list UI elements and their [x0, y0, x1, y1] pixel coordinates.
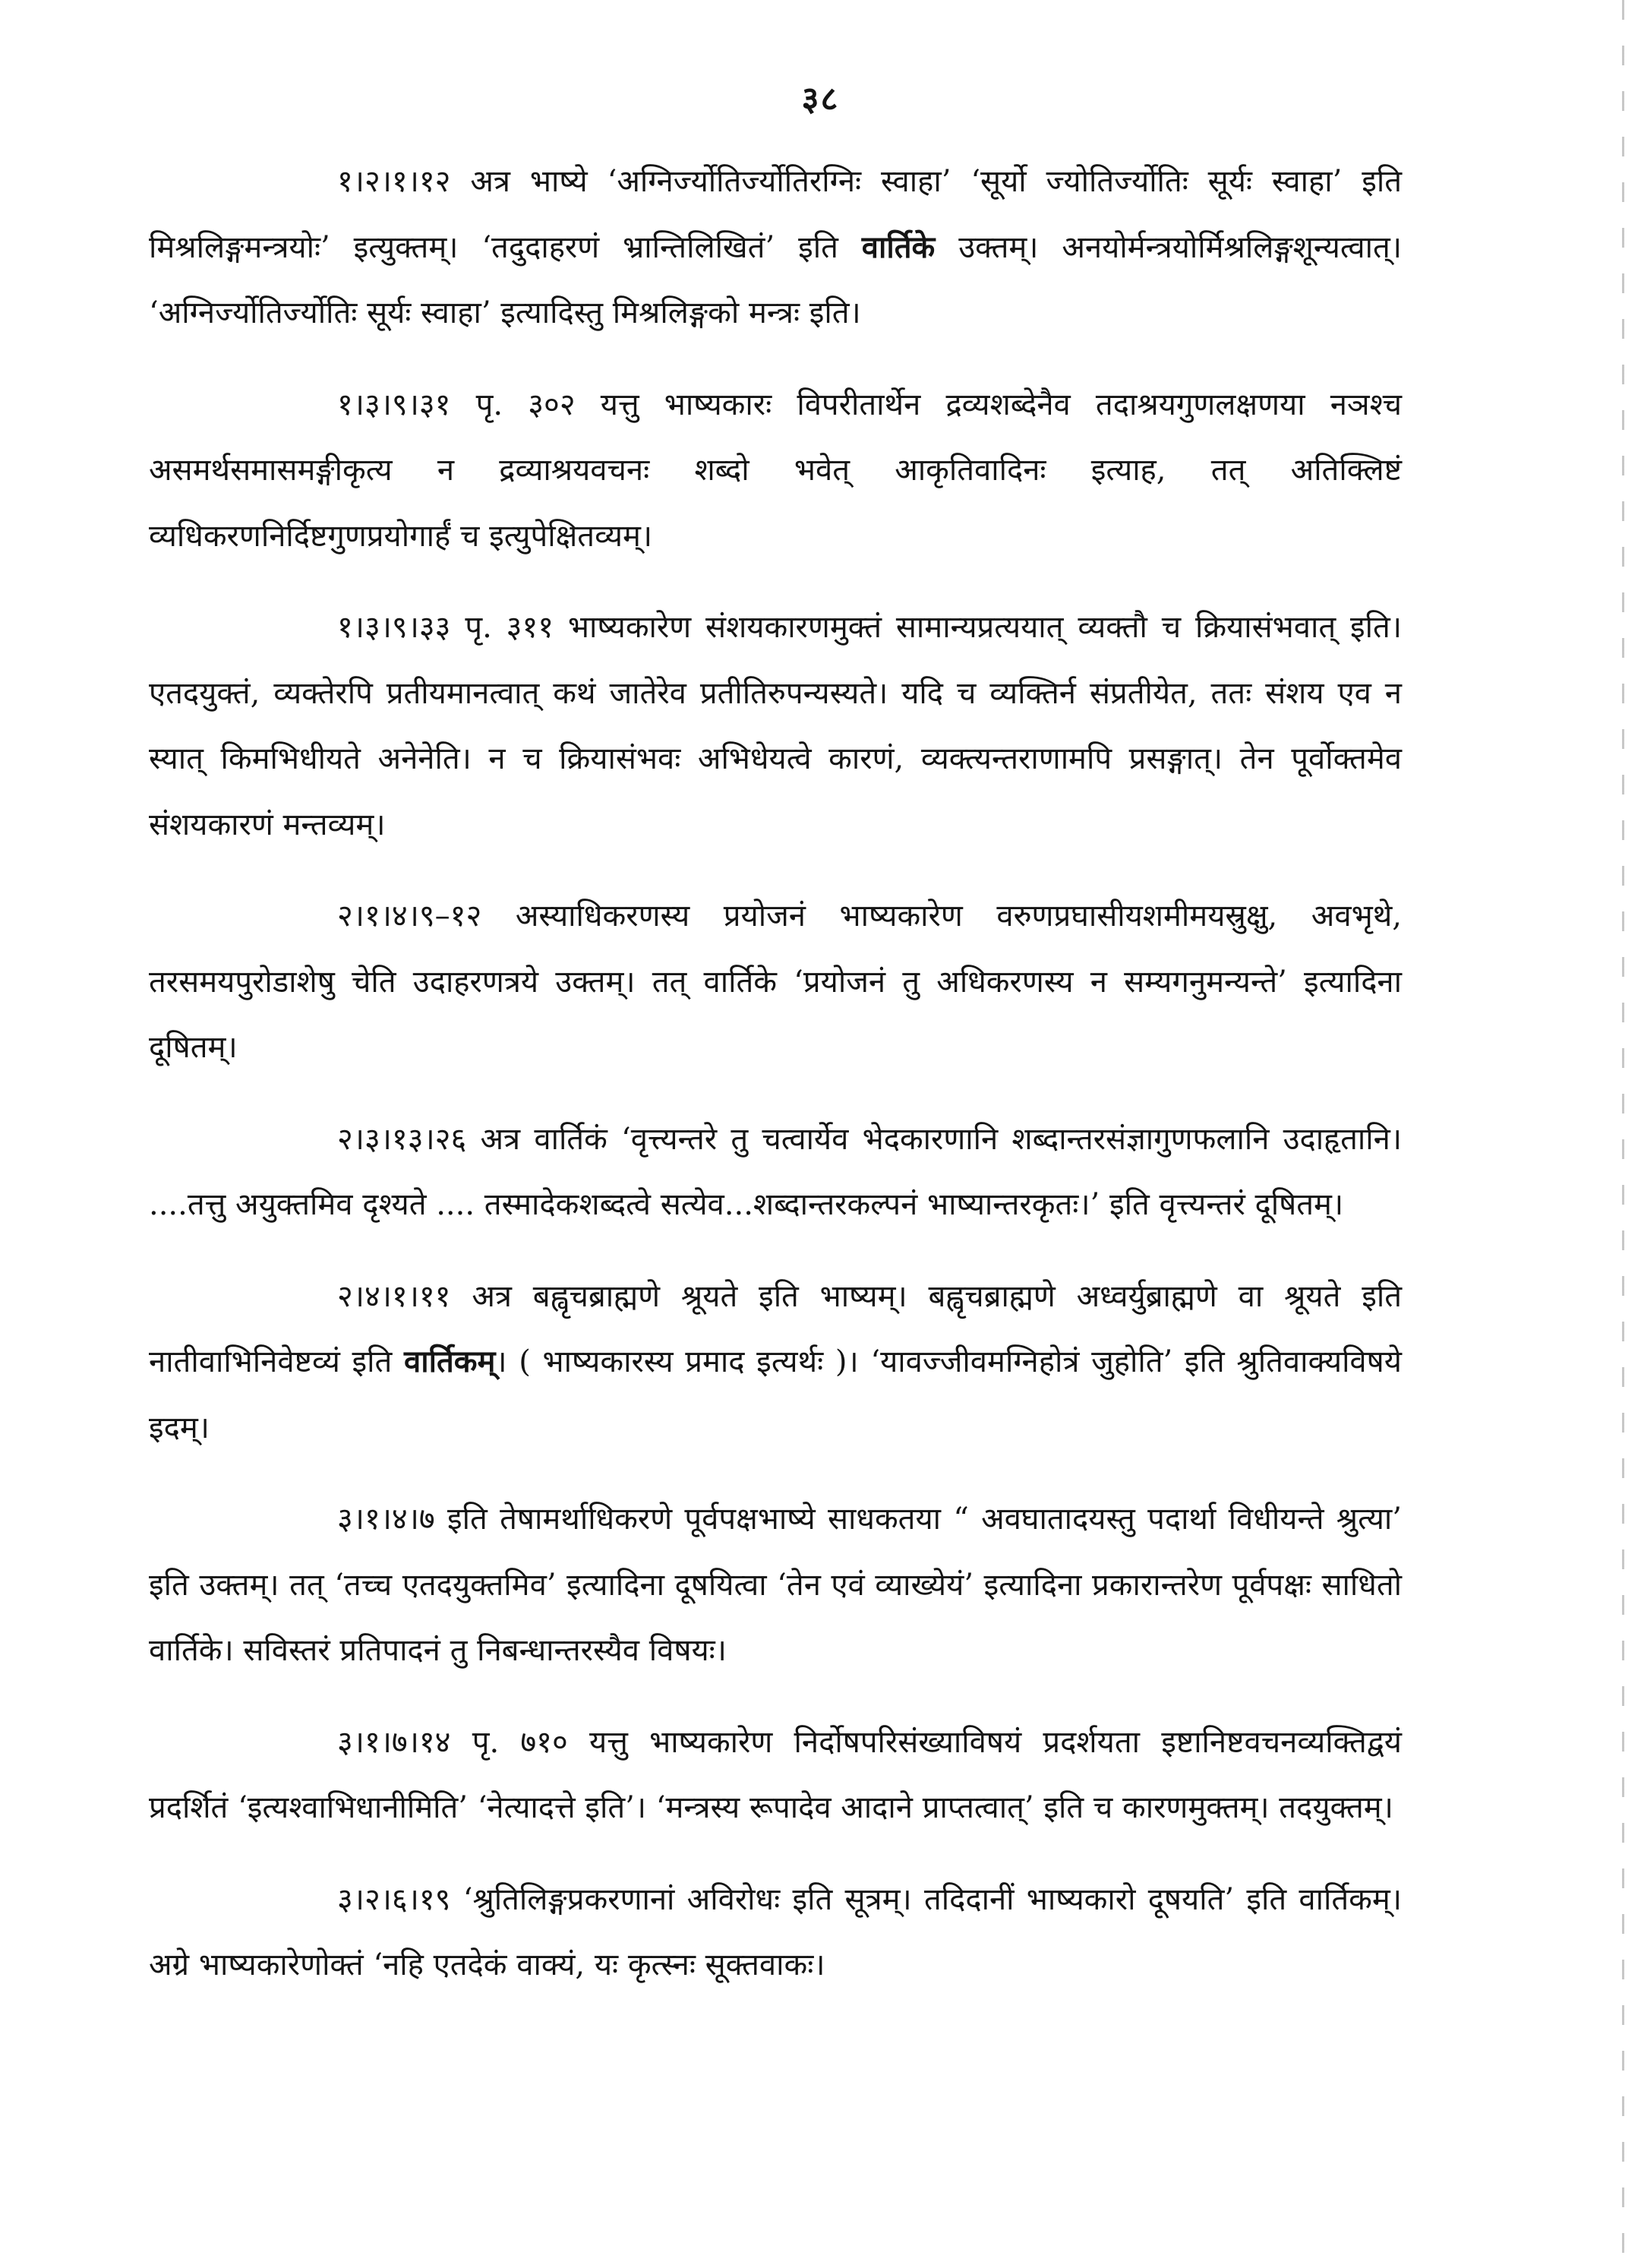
- paragraph-8: [149, 1710, 1402, 1841]
- paragraph-text: अस्याधिकरणस्य प्रयोजनं भाष्यकारेण वरुणप्रघासीयशमीमयस्रुक्षु, अवभृथे, तरसमयपुरोडाशेषु चेति उदाहरणत्रये उक्तम्। तत् वार्तिके ‘प्रयोजनं तु अधिकरणस्य न सम्यगनुमन्यन्ते’ इत्यादिना दूषितम्।: [149, 899, 1402, 1065]
- paragraph-reference: ३।१।४।७: [337, 1502, 435, 1537]
- paragraph-text: अत्र बह्वृचब्राह्मणे श्रूयते इति भाष्यम्। बह्वृचब्राह्मणे अध्वर्युब्राह्मणे वा श्रूयते इति नातीवाभिनिवेष्टव्यं इति: [149, 1278, 1402, 1379]
- paragraph-3: [149, 595, 1402, 858]
- paragraph-text: पृ. ३११ भाष्यकारेण संशयकारणमुक्तं सामान्यप्रत्ययात् व्यक्तौ च क्रियासंभवात् इति। एतदयुक्तं, व्यक्तेरपि प्रतीयमानत्वात् कथं जातेरेव प्रतीतिरुपन्यस्यते। यदि च व्यक्तिर्न संप्रतीयेत, ततः संशय एव न स्यात् किमभिधीयते अनेनेति। न च क्रियासंभवः अभिधेयत्वे कारणं, व्यक्त्यन्तराणामपि प्रसङ्गात्। तेन पूर्वोक्तमेव संशयकारणं मन्तव्यम्।: [149, 610, 1402, 842]
- page-number: ३८: [801, 80, 840, 118]
- paragraph-reference: ३।२।६।१९: [337, 1881, 451, 1917]
- paragraph-6: [149, 1264, 1402, 1461]
- paragraph-text-continued: । ( भाष्यकारस्य प्रमाद इत्यर्थः )। ‘यावज्जीवमग्निहोत्रं जुहोति’ इति श्रुतिवाक्यविषये इदम्।: [149, 1344, 1402, 1445]
- paragraph-text-continued: उक्तम्। अनयोर्मन्त्रयोर्मिश्रलिङ्गशून्यत्वात्। ‘अग्निर्ज्योतिर्ज्योतिः सूर्यः स्वाहा’ इत्यादिस्तु मिश्रलिङ्गको मन्त्रः इति।: [149, 229, 1402, 330]
- paragraph-7: [149, 1486, 1402, 1684]
- paragraph-text: अत्र भाष्ये ‘अग्निर्ज्योतिर्ज्योतिरग्निः स्वाहा’ ‘सूर्यो ज्योतिर्ज्योतिः सूर्यः स्वाहा’ इति मिश्रलिङ्गमन्त्रयोः’ इत्युक्तम्। ‘तदुदाहरणं भ्रान्तिलिखितं’ इति: [149, 164, 1402, 265]
- paragraph-text: ‘श्रुतिलिङ्गप्रकरणानां अविरोधः इति सूत्रम्। तदिदानीं भाष्यकारो दूषयति’ इति वार्तिकम्। अग्रे भाष्यकारेणोक्तं ‘नहि एतदेकं वाक्यं, यः कृत्स्नः सूक्तवाकः।: [149, 1881, 1402, 1982]
- paragraph-text: इति तेषामर्थाधिकरणे पूर्वपक्षभाष्ये साधकतया “ अवघातादयस्तु पदार्था विधीयन्ते श्रुत्या’ इति उक्तम्। तत् ‘तच्च एतदयुक्तमिव’ इत्यादिना दूषयित्वा ‘तेन एवं व्याख्येयं’ इत्यादिना प्रकारान्तरेण पूर्वपक्षः साधितो वार्तिके। सविस्तरं प्रतिपादनं तु निबन्धान्तरस्यैव विषयः।: [149, 1502, 1402, 1668]
- paragraph-9: [149, 1867, 1402, 1998]
- paragraph-text: पृ. ७१० यत्तु भाष्यकारेण निर्दोषपरिसंख्याविषयं प्रदर्शयता इष्टानिष्टवचनव्यक्तिद्वयं प्रदर्शितं ‘इत्यश्वाभिधानीमिति’ ‘नेत्यादत्ते इति’। ‘मन्त्रस्य रूपादेव आदाने प्राप्तत्वात्’ इति च कारणमुक्तम्। तदयुक्तम्।: [149, 1724, 1403, 1825]
- scan-edge-marks: [1622, 0, 1624, 2268]
- paragraph-text: अत्र वार्तिकं ‘वृत्त्यन्तरे तु चत्वार्येव भेदकारणानि शब्दान्तरसंज्ञागुणफलानि उदाहृतानि। ....तत्तु अयुक्तमिव दृश्यते .... तस्मादेकशब्दत्वे सत्येव...शब्दान्तरकल्पनं भाष्यान्तरकृतः।’ इति वृत्त्यन्तरं दूषितम्।: [149, 1121, 1402, 1222]
- paragraph-4: [149, 883, 1402, 1081]
- paragraph-reference: २।४।१।११: [337, 1278, 451, 1314]
- paragraph-2: [149, 372, 1402, 570]
- paragraph-reference: १।२।१।१२: [337, 164, 451, 199]
- paragraph-reference: २।३।१३।२६: [337, 1121, 467, 1157]
- bold-term: वार्तिकम्: [403, 1344, 496, 1379]
- page-body: [149, 149, 1402, 2024]
- paragraph-reference: १।३।९।३३: [337, 610, 451, 645]
- paragraph-reference: ३।१।७।१४: [337, 1724, 451, 1760]
- paragraph-reference: २।१।४।९–१२: [337, 899, 482, 933]
- paragraph-5: [149, 1107, 1402, 1238]
- paragraph-text: पृ. ३०२ यत्तु भाष्यकारः विपरीतार्थेन द्रव्यशब्देनैव तदाश्रयगुणलक्षणया नञश्च असमर्थसमासमङ्गीकृत्य न द्रव्याश्रयवचनः शब्दो भवेत् आकृतिवादिनः इत्याह, तत् अतिक्लिष्टं व्यधिकरणनिर्दिष्टगुणप्रयोगार्हं च इत्युपेक्षितव्यम्।: [149, 387, 1402, 554]
- bold-term: वार्तिके: [861, 229, 936, 265]
- paragraph-reference: १।३।९।३१: [337, 387, 451, 422]
- paragraph-1: [149, 149, 1402, 346]
